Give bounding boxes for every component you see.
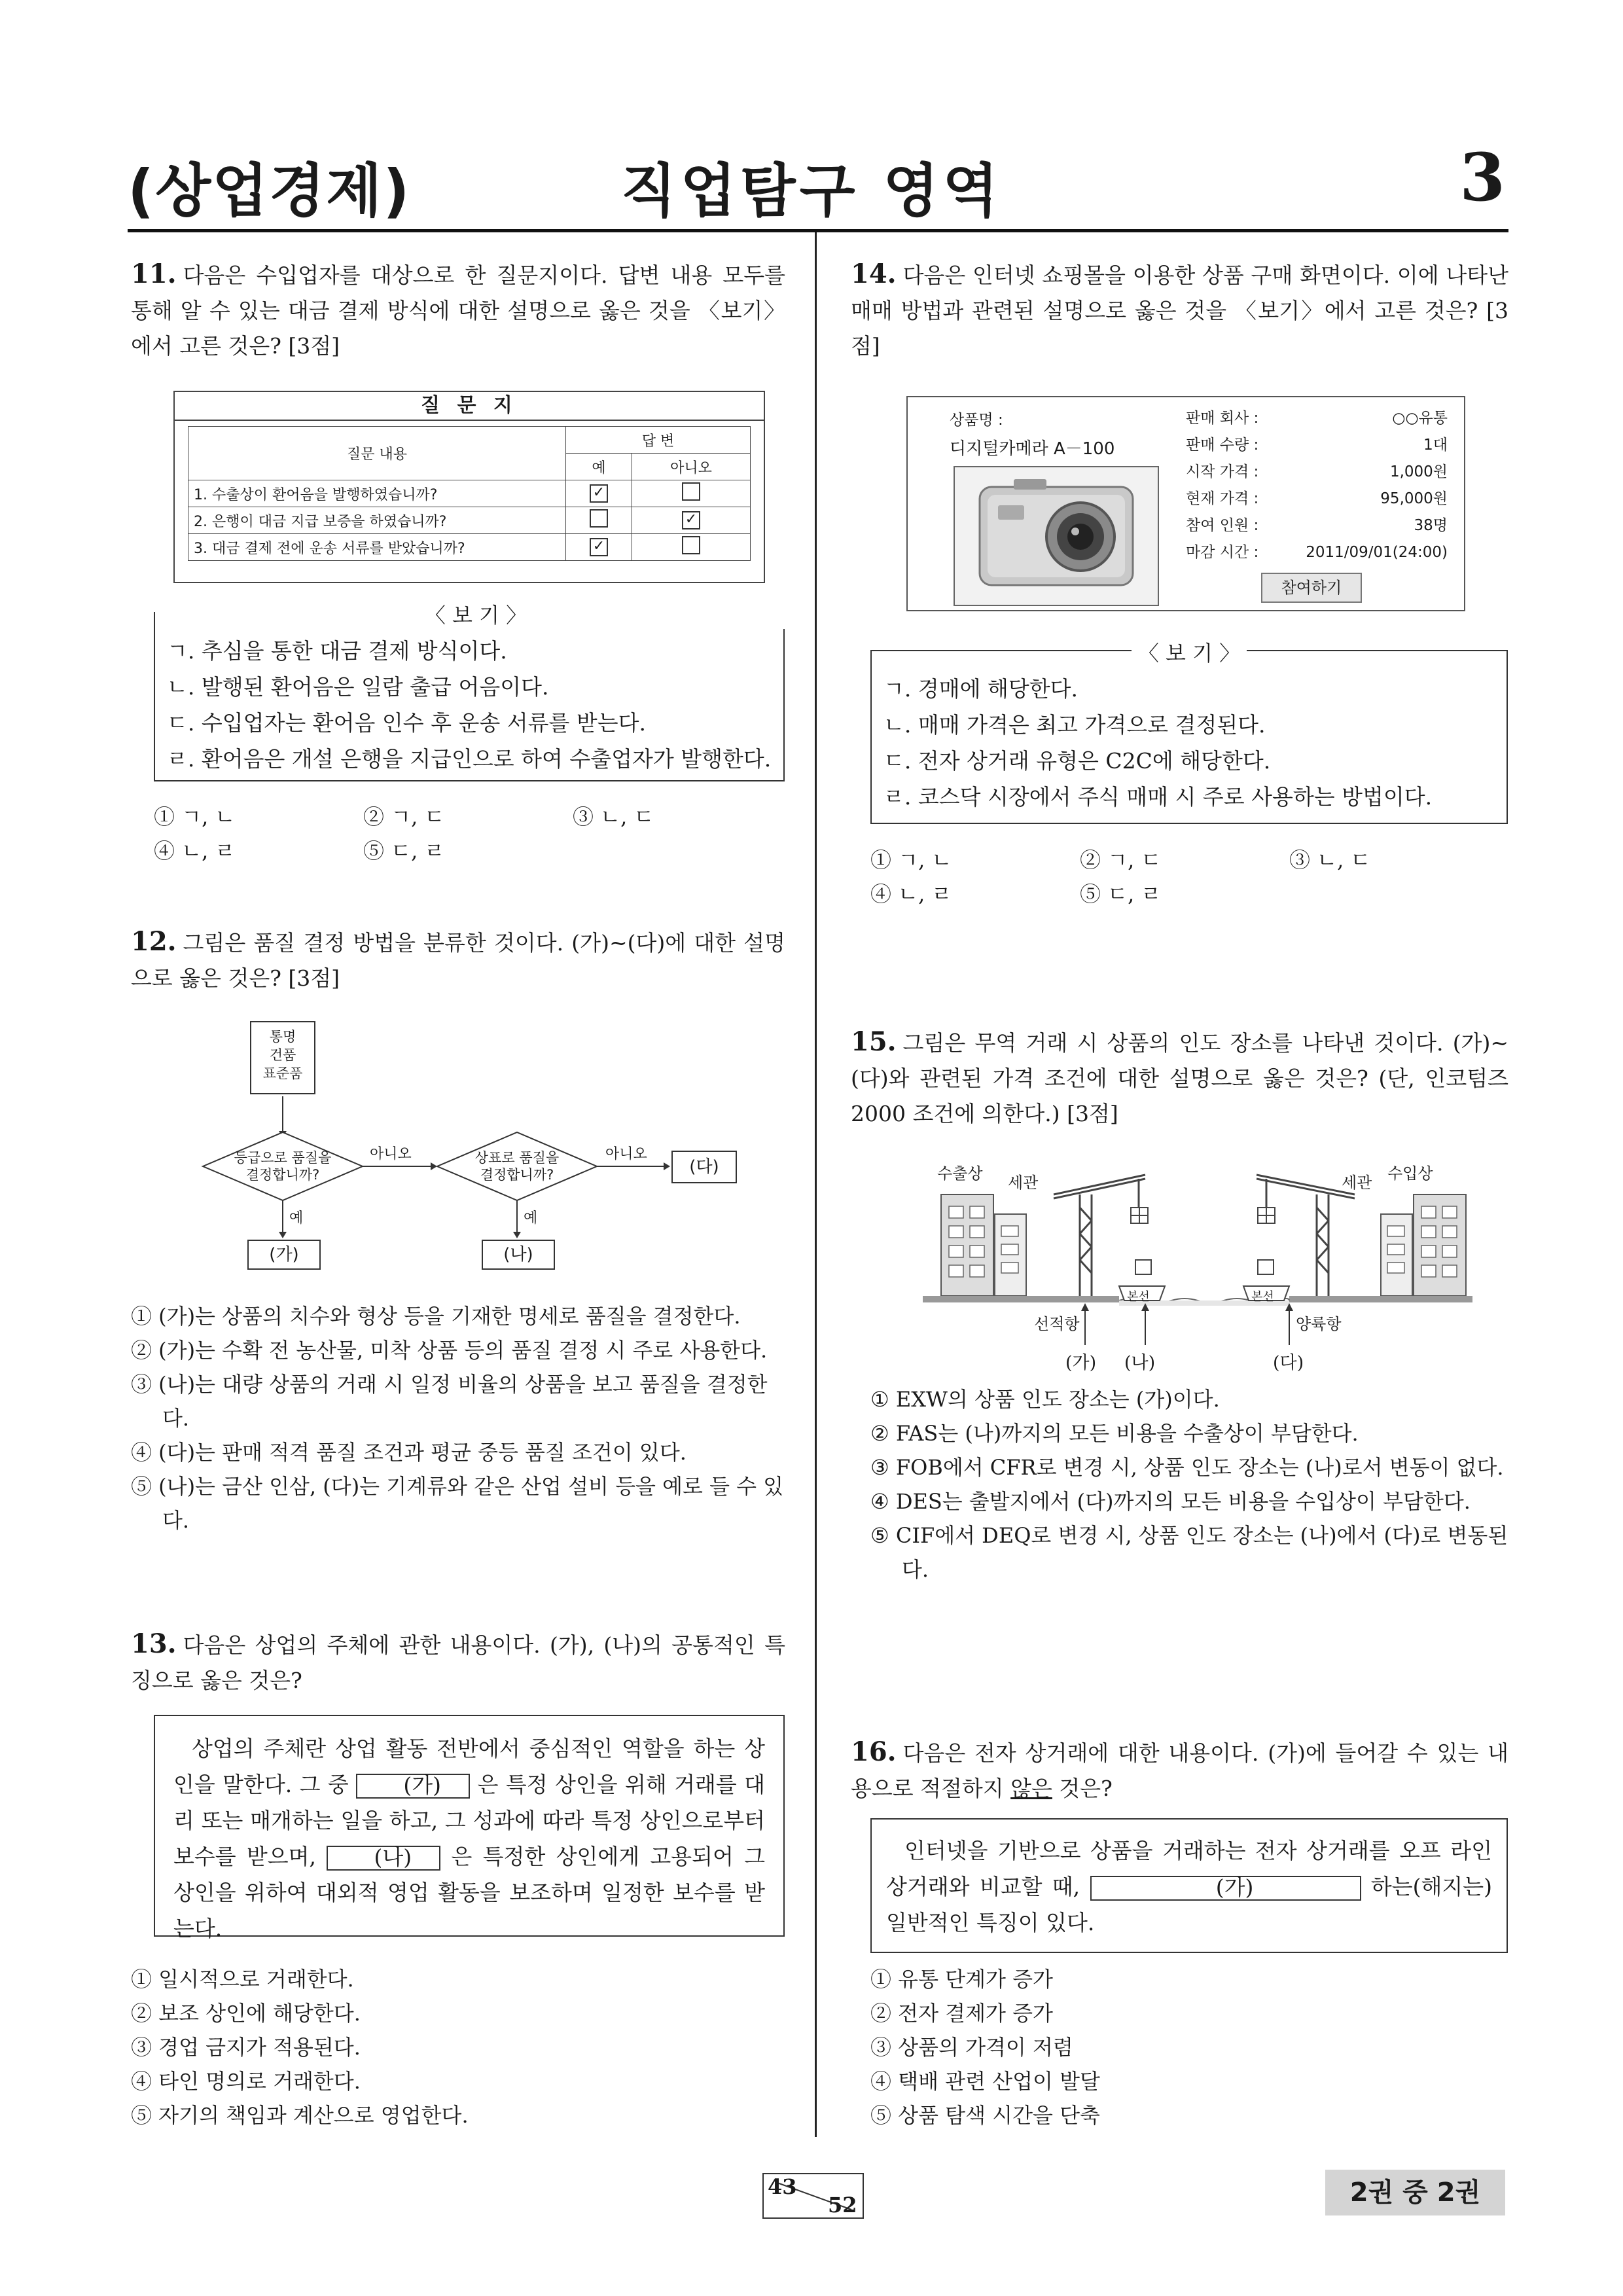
product-name-label: 상품명 :: [950, 412, 1003, 429]
join-auction-button[interactable]: 참여하기: [1261, 573, 1362, 603]
field-label: 마감 시간 :: [1186, 544, 1259, 561]
survey-question: 3. 대금 결제 전에 운송 서류를 받았습니까?: [188, 534, 566, 561]
blank-ga: (가): [1090, 1876, 1361, 1901]
passage-part: 상업의 주체란 상업 활동 전반에서 중심적인 역할을 하는 상인을 말한다. 그 중: [173, 1736, 765, 1797]
question-11: [131, 257, 785, 364]
option[interactable]: ⑤ 자기의 책임과 계산으로 영업한다.: [131, 2103, 469, 2128]
blank-na: (나): [327, 1846, 440, 1871]
option[interactable]: ① (가)는 상품의 치수와 형상 등을 기재한 명세로 품질을 결정한다.: [131, 1304, 741, 1329]
options-15: [870, 1382, 1508, 1587]
survey-row: [188, 507, 751, 534]
question-text: 다음은 전자 상거래에 대한 내용이다. (가)에 들어갈 수 있는 내용으로 적절하지: [851, 1740, 1508, 1801]
option[interactable]: ② ㄱ, ㄷ: [1080, 848, 1162, 872]
column-divider: [815, 232, 817, 2137]
question-14: [851, 257, 1508, 364]
question-16: [851, 1734, 1508, 1806]
field-label: 현재 가격 :: [1186, 490, 1259, 507]
option[interactable]: ③ 경업 금지가 적용된다.: [131, 2035, 361, 2060]
field-value: 38명: [1414, 517, 1448, 534]
field-value: 1대: [1423, 437, 1448, 454]
option[interactable]: ① ㄱ, ㄴ: [154, 804, 236, 829]
option[interactable]: ③ 상품의 가격이 저렴: [870, 2035, 1073, 2060]
question-text: 그림은 무역 거래 시 상품의 인도 장소를 나타낸 것이다. (가)~(다)와 관련된 가격 조건에 대한 설명으로 옳은 것은? (단, 인코텀즈 2000 조건에 의한다.) [3점]: [851, 1030, 1508, 1126]
camera-icon: [955, 467, 1158, 605]
flow-start-box: 통명 건품 표준품: [250, 1021, 315, 1094]
passage-box: [154, 1715, 785, 1941]
survey-form: [173, 391, 765, 583]
label-exporter: 수출상: [937, 1164, 983, 1183]
bogi-box: [870, 641, 1508, 824]
page-current: 43: [768, 2174, 797, 2199]
bogi-list: [872, 651, 1507, 815]
bogi-item: ㄹ. 코스닥 시장에서 주식 매매 시 주로 사용하는 방법이다.: [883, 784, 1433, 810]
bogi-title: 〈 보 기 〉: [418, 603, 533, 628]
option[interactable]: ③ ㄴ, ㄷ: [1289, 848, 1371, 872]
question-13: [131, 1626, 785, 1698]
label-no: 아니오: [605, 1146, 647, 1162]
option[interactable]: ① 일시적으로 거래한다.: [131, 1967, 354, 1992]
survey-col-yes: 예: [566, 454, 632, 480]
option[interactable]: ④ ㄴ, ㄹ: [154, 838, 236, 863]
label-ship: 본선: [1127, 1290, 1150, 1304]
label-ship: 본선: [1251, 1290, 1274, 1304]
label-importer: 수입상: [1387, 1164, 1433, 1183]
question-15: [851, 1024, 1508, 1132]
product-fields: [1186, 405, 1448, 566]
field-value: 1,000원: [1389, 463, 1448, 480]
checkbox: ✓: [590, 484, 608, 503]
question-12: [131, 924, 785, 996]
port-diagram: [923, 1149, 1472, 1345]
volume-tag: 2권 중 2권: [1325, 2170, 1505, 2215]
survey-row: [188, 480, 751, 507]
option[interactable]: ④ 택배 관련 산업이 발달: [870, 2069, 1100, 2094]
label-customs: 세관: [1342, 1174, 1372, 1192]
passage-text: [155, 1716, 783, 1961]
subject-label: (상업경제): [128, 157, 411, 224]
survey-col-answer: 답 변: [566, 427, 751, 454]
question-number: 13.: [131, 1628, 177, 1659]
label-da: (다): [1273, 1353, 1304, 1373]
field-label: 참여 인원 :: [1186, 517, 1259, 534]
label-unloading-port: 양륙항: [1296, 1315, 1342, 1333]
box-ga: (가): [247, 1240, 321, 1270]
label-loading-port: 선적항: [1034, 1315, 1080, 1333]
option[interactable]: ① 유통 단계가 증가: [870, 1967, 1053, 1992]
bogi-item: ㄱ. 경매에 해당한다.: [883, 676, 1078, 702]
question-emphasis: 않은: [1010, 1776, 1052, 1801]
bogi-item: ㄱ. 추심을 통한 대금 결제 방식이다.: [167, 638, 507, 664]
field-value: ○○유통: [1392, 410, 1448, 427]
question-number: 14.: [851, 259, 897, 289]
question-number: 12.: [131, 926, 177, 957]
option[interactable]: ② 전자 결제가 증가: [870, 2001, 1053, 2026]
option[interactable]: ② FAS는 (나)까지의 모든 비용을 수출상이 부담한다.: [870, 1421, 1359, 1446]
bogi-item: ㄷ. 전자 상거래 유형은 C2C에 해당한다.: [883, 748, 1271, 774]
checkbox: ✓: [590, 538, 608, 556]
header-rule: [128, 229, 1508, 232]
options-12: [131, 1299, 785, 1537]
question-text: 것은?: [1052, 1776, 1113, 1801]
label-yes: 예: [289, 1210, 304, 1227]
question-text: 그림은 품질 결정 방법을 분류한 것이다. (가)~(다)에 대한 설명으로 옳은 것은? [3점]: [131, 930, 785, 991]
question-number: 11.: [131, 259, 177, 289]
survey-table: [188, 426, 751, 561]
option[interactable]: ⑤ (나)는 금산 인삼, (다)는 기계류와 같은 산업 설비 등을 예로 들 수 있다.: [131, 1474, 784, 1533]
passage-box: [870, 1818, 1508, 1953]
bogi-item: ㄴ. 매매 가격은 최고 가격으로 결정된다.: [883, 712, 1266, 738]
field-label: 판매 회사 :: [1186, 410, 1259, 427]
option[interactable]: ④ ㄴ, ㄹ: [870, 882, 952, 906]
page-total: 52: [828, 2193, 857, 2217]
field-value: 95,000원: [1380, 490, 1448, 507]
option[interactable]: ⑤ CIF에서 DEQ로 변경 시, 상품 인도 장소는 (나)에서 (다)로 변동된다.: [870, 1523, 1508, 1582]
passage-part: 은 특정한 상인에게 고용되어 그 상인을 위하여 대외적 영업 활동을 보조하며 일정한 보수를 받는다.: [173, 1844, 765, 1941]
question-text: 다음은 수입업자를 대상으로 한 질문지이다. 답변 내용 모두를 통해 알 수 있는 대금 결제 방식에 대한 설명으로 옳은 것을 〈보기〉에서 고른 것은? [3점]: [131, 262, 785, 359]
options-16: [870, 1962, 1505, 2132]
question-number: 16.: [851, 1736, 897, 1767]
bogi-title: 〈 보 기 〉: [1132, 641, 1247, 666]
passage-part: 은 특정 상인을 위해 거래를 대리 또는 매개하는 일을 하고, 그 성과에 따라 특정 상인으로부터 보수를 받으며,: [173, 1772, 765, 1869]
blank-ga: (가): [356, 1774, 470, 1799]
option[interactable]: ⑤ 상품 탐색 시간을 단축: [870, 2103, 1100, 2128]
question-number: 15.: [851, 1026, 897, 1057]
option[interactable]: ④ 타인 명의로 거래한다.: [131, 2069, 361, 2094]
label-no: 아니오: [370, 1146, 412, 1162]
passage-part: 하는(해지는) 일반적인 특징이 있다.: [886, 1874, 1493, 1935]
checkbox: [590, 509, 608, 528]
survey-question: 2. 은행이 대금 지급 보증을 하였습니까?: [188, 507, 566, 534]
label-customs: 세관: [1008, 1174, 1039, 1192]
option[interactable]: ④ (다)는 판매 적격 품질 조건과 평균 중등 품질 조건이 있다.: [131, 1440, 687, 1465]
survey-row: [188, 534, 751, 561]
bogi-item: ㄴ. 발행된 환어음은 일람 출급 어음이다.: [167, 674, 549, 700]
page-number: 3: [1459, 139, 1505, 216]
passage-part: 인터넷을 기반으로 상품을 거래하는 전자 상거래를 오프 라인 상거래와 비교할 때,: [886, 1838, 1492, 1899]
option[interactable]: ⑤ ㄷ, ㄹ: [1080, 882, 1162, 906]
bogi-item: ㄹ. 환어음은 개설 은행을 지급인으로 하여 수출업자가 발행한다.: [167, 746, 772, 772]
label-ga: (가): [1065, 1353, 1097, 1373]
survey-col-no: 아니오: [632, 454, 750, 480]
section-title: 직업탐구 영역: [620, 157, 1003, 224]
survey-col-question: 질문 내용: [188, 427, 566, 480]
checkbox: ✓: [682, 511, 700, 529]
options-14: [870, 843, 1505, 911]
checkbox: [682, 482, 700, 501]
label-na: (나): [1124, 1353, 1156, 1373]
option[interactable]: ② 보조 상인에 해당한다.: [131, 2001, 361, 2026]
quality-flowchart: [190, 1021, 766, 1270]
survey-title: 질 문 지: [175, 392, 764, 421]
option[interactable]: ③ (나)는 대량 상품의 거래 시 일정 비율의 상품을 보고 품질을 결정한다.: [131, 1372, 768, 1431]
product-name: 디지털카메라 A－100: [950, 439, 1115, 459]
option[interactable]: ③ ㄴ, ㄷ: [573, 804, 654, 829]
option[interactable]: ④ DES는 출발지에서 (다)까지의 모든 비용을 수입상이 부담한다.: [870, 1489, 1471, 1514]
option[interactable]: ⑤ ㄷ, ㄹ: [363, 838, 445, 863]
option[interactable]: ② (가)는 수확 전 농산물, 미착 상품 등의 품질 결정 시 주로 사용한다.: [131, 1338, 768, 1363]
options-13: [131, 1962, 785, 2132]
bogi-item: ㄷ. 수입업자는 환어음 인수 후 운송 서류를 받는다.: [167, 710, 646, 736]
checkbox: [682, 536, 700, 554]
label-yes: 예: [524, 1210, 538, 1227]
bogi-box: [154, 603, 785, 781]
page-counter: [762, 2173, 864, 2219]
camera-image: [954, 466, 1159, 606]
decision-brand: 상표로 품질을 결정합니까?: [474, 1150, 560, 1183]
option[interactable]: ② ㄱ, ㄷ: [363, 804, 445, 829]
box-da: (다): [671, 1151, 737, 1183]
bogi-list: [155, 613, 783, 777]
shopping-screen: [906, 396, 1465, 611]
field-value: 2011/09/01(24:00): [1306, 544, 1448, 561]
question-text: 다음은 상업의 주체에 관한 내용이다. (가), (나)의 공통적인 특징으로 옳은 것은?: [131, 1632, 785, 1693]
options-11: [154, 800, 782, 868]
question-text: 다음은 인터넷 쇼핑몰을 이용한 상품 구매 화면이다. 이에 나타난 매매 방법과 관련된 설명으로 옳은 것을 〈보기〉에서 고른 것은? [3점]: [851, 262, 1508, 359]
survey-question: 1. 수출상이 환어음을 발행하였습니까?: [188, 480, 566, 507]
option[interactable]: ③ FOB에서 CFR로 변경 시, 상품 인도 장소는 (나)로서 변동이 없다.: [870, 1455, 1504, 1480]
decision-grade: 등급으로 품질을 결정합니까?: [234, 1150, 332, 1183]
passage-text: [872, 1820, 1507, 1954]
field-label: 시작 가격 :: [1186, 463, 1259, 480]
option[interactable]: ① ㄱ, ㄴ: [870, 848, 952, 872]
field-label: 판매 수량 :: [1186, 437, 1259, 454]
option[interactable]: ① EXW의 상품 인도 장소는 (가)이다.: [870, 1387, 1220, 1412]
box-na: (나): [482, 1240, 555, 1270]
